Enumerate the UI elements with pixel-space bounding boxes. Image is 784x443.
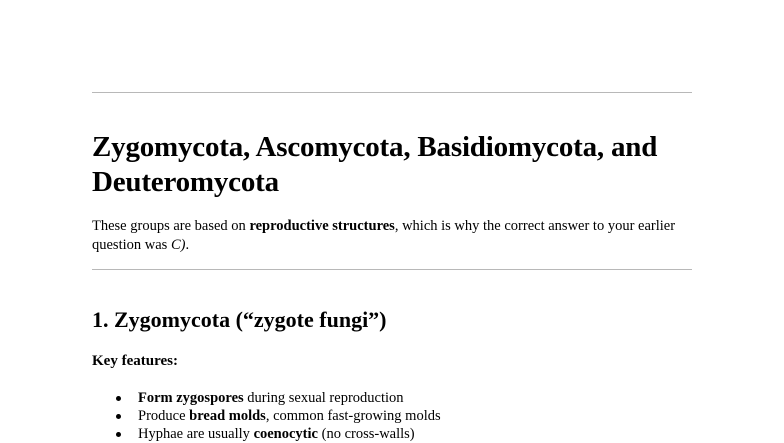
key-features-label: Key features: bbox=[92, 353, 178, 369]
key-features-list bbox=[92, 389, 441, 443]
section-divider bbox=[92, 269, 692, 270]
bullet-icon bbox=[116, 414, 121, 419]
bullet-text-bold: coenocytic bbox=[253, 426, 318, 442]
bullet-text-pre: Hyphae are usually bbox=[138, 426, 254, 442]
list-item bbox=[92, 425, 441, 443]
bullet-text-post: during sexual reproduction bbox=[243, 390, 404, 406]
section-heading: 1. Zygomycota (“zygote fungi”) bbox=[92, 307, 387, 332]
intro-paragraph bbox=[92, 217, 692, 255]
bullet-text-pre: Produce bbox=[138, 408, 190, 424]
intro-bold-reproductive-structures: reproductive structures bbox=[249, 218, 395, 234]
list-item bbox=[92, 389, 441, 407]
bullet-icon bbox=[116, 396, 121, 401]
bullet-text-post: , common fast-growing molds bbox=[265, 408, 441, 424]
top-divider bbox=[92, 92, 692, 93]
list-item bbox=[92, 407, 441, 425]
intro-text-2: , which is why the correct answer to your earlier question was bbox=[92, 218, 676, 253]
bullet-text-bold: bread molds bbox=[189, 408, 266, 424]
document-title: Zygomycota, Ascomycota, Basidiomycota, and Deuteromycota bbox=[92, 131, 658, 198]
intro-text-3: . bbox=[185, 237, 190, 253]
intro-text-1: These groups are based on bbox=[92, 218, 250, 234]
bullet-text-post: (no cross-walls) bbox=[317, 426, 415, 442]
bullet-icon bbox=[116, 432, 121, 437]
bullet-text-bold: Form zygospores bbox=[138, 390, 244, 406]
intro-italic-answer: C) bbox=[170, 237, 186, 253]
